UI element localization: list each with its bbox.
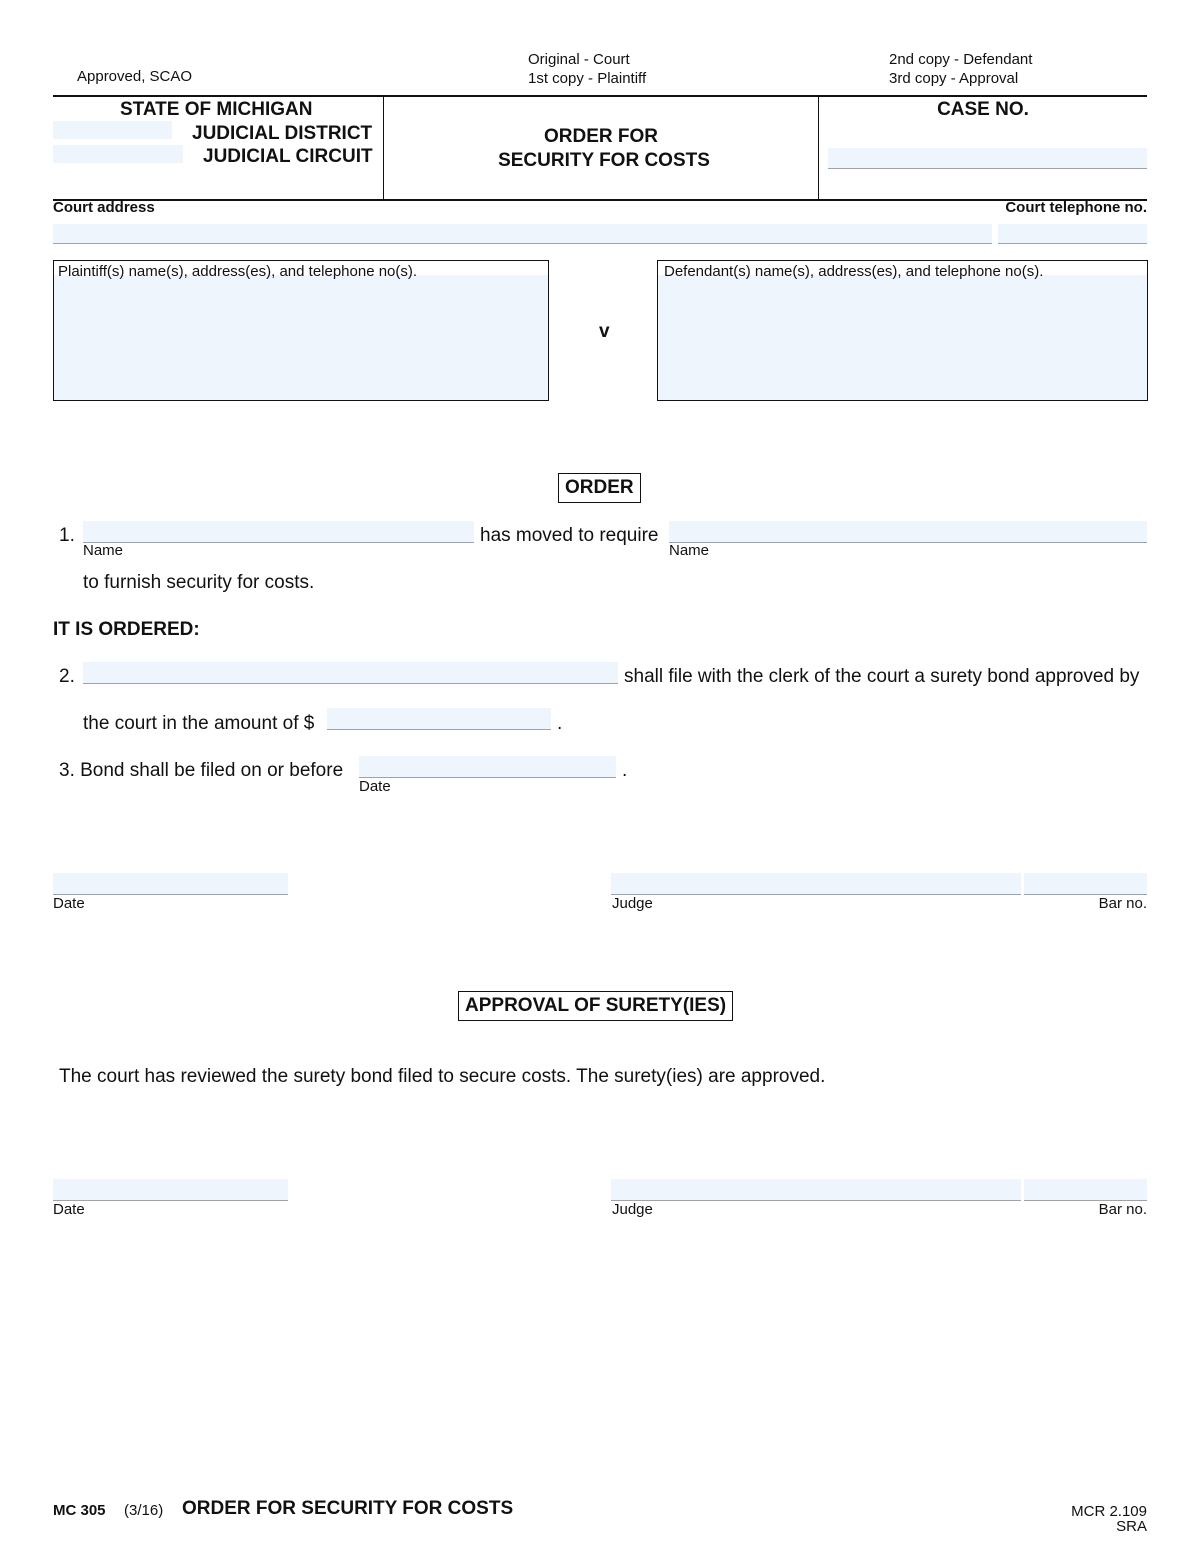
court-address-input[interactable]	[53, 224, 992, 244]
header-bottom-rule	[53, 199, 1147, 201]
item2-middle-text: shall file with the clerk of the court a surety bond approved by	[624, 666, 1140, 687]
order-judge-input[interactable]	[611, 873, 1021, 895]
item3-date-sublabel: Date	[359, 778, 391, 795]
order-heading: ORDER	[558, 473, 641, 503]
title-line-2: SECURITY FOR COSTS	[498, 150, 710, 171]
order-date-input[interactable]	[53, 873, 288, 895]
item2-number: 2.	[59, 666, 75, 687]
footer-code: SRA	[1116, 1518, 1147, 1535]
defendant-box[interactable]	[657, 260, 1148, 401]
district-input[interactable]	[53, 121, 172, 139]
approval-judge-label: Judge	[612, 1201, 653, 1218]
approval-bar-input[interactable]	[1024, 1179, 1147, 1201]
item1-party-input[interactable]	[669, 521, 1147, 543]
copy-third: 3rd copy - Approval	[889, 70, 1019, 87]
approval-heading: APPROVAL OF SURETY(IES)	[458, 991, 733, 1021]
judicial-circuit-label: JUDICIAL CIRCUIT	[203, 146, 373, 167]
versus-label: v	[599, 321, 610, 342]
approved-scao: Approved, SCAO	[77, 68, 193, 85]
item2-party-input[interactable]	[83, 662, 618, 684]
item1-middle-text: has moved to require	[480, 525, 659, 546]
form-number: MC 305	[53, 1502, 106, 1519]
approval-bar-label: Bar no.	[1098, 1201, 1147, 1218]
plaintiff-box[interactable]	[53, 260, 549, 401]
copy-original: Original - Court	[528, 51, 630, 68]
approval-text: The court has reviewed the surety bond filed to secure costs. The surety(ies) are approved.	[59, 1066, 826, 1087]
title-line-1: ORDER FOR	[544, 126, 658, 147]
order-date-label: Date	[53, 895, 85, 912]
footer-title: ORDER FOR SECURITY FOR COSTS	[182, 1498, 514, 1519]
approval-date-input[interactable]	[53, 1179, 288, 1201]
item1-name-sublabel-right: Name	[669, 542, 710, 559]
item2-period: .	[557, 713, 563, 734]
plaintiff-label: Plaintiff(s) name(s), address(es), and telephone no(s).	[58, 263, 418, 280]
circuit-input[interactable]	[53, 145, 183, 163]
item3-period: .	[622, 760, 628, 781]
form-revision: (3/16)	[124, 1502, 164, 1519]
header-divider-left	[383, 97, 384, 199]
header-top-rule	[53, 95, 1147, 97]
item3-text: 3. Bond shall be filed on or before	[59, 760, 344, 781]
judicial-district-label: JUDICIAL DISTRICT	[192, 123, 373, 144]
item1-movant-input[interactable]	[83, 521, 474, 543]
state-of-michigan: STATE OF MICHIGAN	[120, 99, 313, 120]
copy-first: 1st copy - Plaintiff	[528, 70, 647, 87]
it-is-ordered: IT IS ORDERED:	[53, 619, 200, 640]
item2-amount-text: the court in the amount of $	[83, 713, 315, 734]
footer-rule: MCR 2.109	[1071, 1503, 1147, 1520]
case-no-input[interactable]	[828, 148, 1147, 169]
item1-number: 1.	[59, 525, 75, 546]
court-address-label: Court address	[53, 199, 155, 216]
approval-judge-input[interactable]	[611, 1179, 1021, 1201]
defendant-label: Defendant(s) name(s), address(es), and telephone no(s).	[664, 263, 1044, 280]
court-phone-input[interactable]	[998, 224, 1147, 244]
approval-date-label: Date	[53, 1201, 85, 1218]
bond-amount-input[interactable]	[327, 708, 551, 730]
copy-second: 2nd copy - Defendant	[889, 51, 1033, 68]
court-phone-label: Court telephone no.	[1005, 199, 1147, 216]
item1-name-sublabel-left: Name	[83, 542, 124, 559]
order-bar-input[interactable]	[1024, 873, 1147, 895]
bond-date-input[interactable]	[359, 756, 616, 778]
case-no-label: CASE NO.	[937, 99, 1029, 120]
order-judge-label: Judge	[612, 895, 653, 912]
item1-end-text: to furnish security for costs.	[83, 572, 315, 593]
order-bar-label: Bar no.	[1098, 895, 1147, 912]
